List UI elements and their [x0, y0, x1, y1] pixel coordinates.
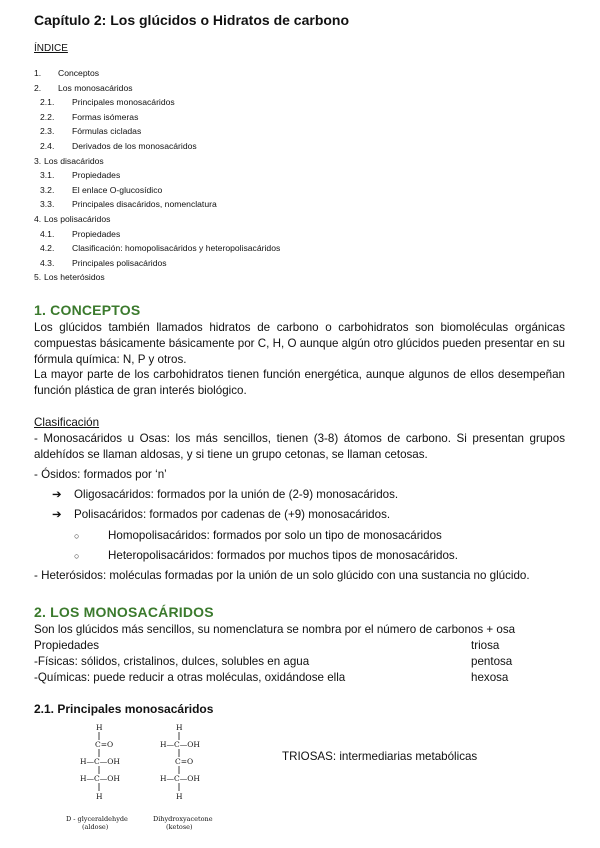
toc-item-number: 4.1.: [40, 228, 55, 239]
svg-text:H: H: [176, 723, 183, 732]
bullet-circle-icon: ○: [74, 551, 80, 561]
toc-item-number: 3.: [34, 155, 42, 166]
svg-text:H: H: [176, 792, 183, 801]
text-line: -Físicas: sólidos, cristalinos, dulces, solubles en agua: [34, 655, 310, 668]
list-item: ➔ Oligosacáridos: formados por la unión de (2-9) monosacáridos.: [52, 488, 399, 501]
text-line: -Químicas: puede reducir a otras moléculas, oxidándose ella: [34, 671, 346, 684]
list-item: ➔ Polisacáridos: formados por cadenas de (+9) monosacáridos.: [52, 508, 391, 521]
arrow-icon: ➔: [52, 508, 62, 521]
toc-item-number: 2.: [34, 82, 42, 93]
bullet-circle-icon: ○: [74, 531, 80, 541]
toc-item-number: 3.3.: [40, 199, 55, 210]
list-item: - Monosacáridos u Osas: los más sencillos, tienen (3-8) átomos de carbono. Si presentan grupos aldehídos se llaman aldosas, y si tiene un grupo cetonas, se llaman cetosas.: [34, 432, 565, 461]
aldose-label: (aldose): [82, 823, 109, 831]
toc-item-label: Los monosacáridos: [58, 82, 133, 93]
toc-item-number: 3.1.: [40, 170, 55, 181]
toc-item-label: Los disacáridos: [44, 155, 104, 166]
glyceraldehyde-structure: [80, 723, 120, 801]
subsection-heading: 2.1. Principales monosacáridos: [34, 702, 214, 716]
text-line: pentosa: [471, 655, 513, 668]
paragraph: Son los glúcidos más sencillos, su nomenclatura se nombra por el número de carbonos + osa: [34, 623, 516, 636]
list-item: - Heterósidos: moléculas formadas por la unión de un solo glúcido con una sustancia no glúcido.: [34, 569, 530, 582]
triose-structure-diagram: [60, 720, 250, 840]
toc-item-label: Fórmulas cicladas: [72, 126, 142, 137]
text-line: triosa: [471, 639, 500, 652]
toc-item-number: 1.: [34, 68, 42, 78]
text-line: hexosa: [471, 671, 509, 684]
toc-item-label: Los heterósidos: [44, 272, 105, 283]
page-title: Capítulo 2: Los glúcidos o Hidratos de carbono: [34, 12, 350, 28]
list-item: ○ Heteropolisacáridos: formados por muchos tipos de monosacáridos.: [74, 549, 458, 562]
svg-text:H—C—OH: H—C—OH: [80, 774, 120, 783]
toc-item-number: 2.1.: [40, 97, 55, 108]
svg-text:H—C—OH: H—C—OH: [160, 774, 200, 783]
svg-text:C=O: C=O: [175, 757, 194, 766]
toc-item-label: Propiedades: [72, 228, 121, 239]
toc-item-label: Derivados de los monosacáridos: [72, 140, 197, 151]
toc-item-label: Clasificación: homopolisacáridos y heteropolisacáridos: [72, 243, 281, 254]
toc-item-label: El enlace O-glucosídico: [72, 184, 163, 195]
svg-text:H—C—OH: H—C—OH: [160, 740, 200, 749]
list-item: - Ósidos: formados por ‘n’: [34, 468, 167, 481]
toc-item-label: Conceptos: [58, 68, 100, 78]
arrow-icon: ➔: [52, 488, 62, 501]
svg-text:H—C—OH: H—C—OH: [80, 757, 120, 766]
toc-item-number: 5.: [34, 272, 42, 283]
glyceraldehyde-label: D - glyceraldehyde: [66, 815, 128, 823]
svg-text:H: H: [96, 723, 103, 732]
svg-text:H: H: [96, 792, 103, 801]
toc-item-number: 4.2.: [40, 243, 55, 254]
dihydroxyacetone-label: Dihydroxyacetone: [153, 815, 213, 823]
toc-item-number: 4.: [34, 213, 42, 224]
section-heading-conceptos: 1. CONCEPTOS: [34, 302, 141, 318]
svg-text:C=O: C=O: [95, 740, 114, 749]
dihydroxyacetone-structure: [160, 723, 200, 801]
toc-item-label: Formas isómeras: [72, 111, 139, 122]
toc-item-label: Principales monosacáridos: [72, 97, 175, 108]
toc-item-label: Propiedades: [72, 170, 121, 181]
section-heading-monosacaridos: 2. LOS MONOSACÁRIDOS: [34, 604, 214, 620]
toc-item-label: Principales disacáridos, nomenclatura: [72, 199, 217, 210]
toc-heading: ÍNDICE: [34, 43, 68, 54]
ketose-label: (ketose): [166, 823, 193, 831]
toc-item-number: 3.2.: [40, 184, 55, 195]
toc-item-number: 2.4.: [40, 140, 55, 151]
paragraph: La mayor parte de los carbohidratos tienen función energética, aunque algunos de ellos desempeñan función plástica de gran interés biológico.: [34, 368, 565, 397]
toc-item-number: 2.2.: [40, 111, 55, 122]
paragraph: Los glúcidos también llamados hidratos de carbono o carbohidratos son biomoléculas orgánicas compuestas básicamente básicamente por C, H, O aunque algún otro glúcidos pueden presentar en su fórmula química: N, P y otros.: [34, 321, 565, 366]
subheading-clasificacion: Clasificación: [34, 416, 100, 429]
triosas-caption: TRIOSAS: intermediarias metabólicas: [282, 750, 478, 763]
toc-item-number: 2.3.: [40, 126, 55, 137]
toc-item-label: Los polisacáridos: [44, 213, 111, 224]
toc-item-number: 4.3.: [40, 257, 55, 268]
text-line: Propiedades: [34, 639, 100, 652]
toc-item-label: Principales polisacáridos: [72, 257, 167, 268]
list-item: ○ Homopolisacáridos: formados por solo un tipo de monosacáridos: [74, 529, 442, 542]
